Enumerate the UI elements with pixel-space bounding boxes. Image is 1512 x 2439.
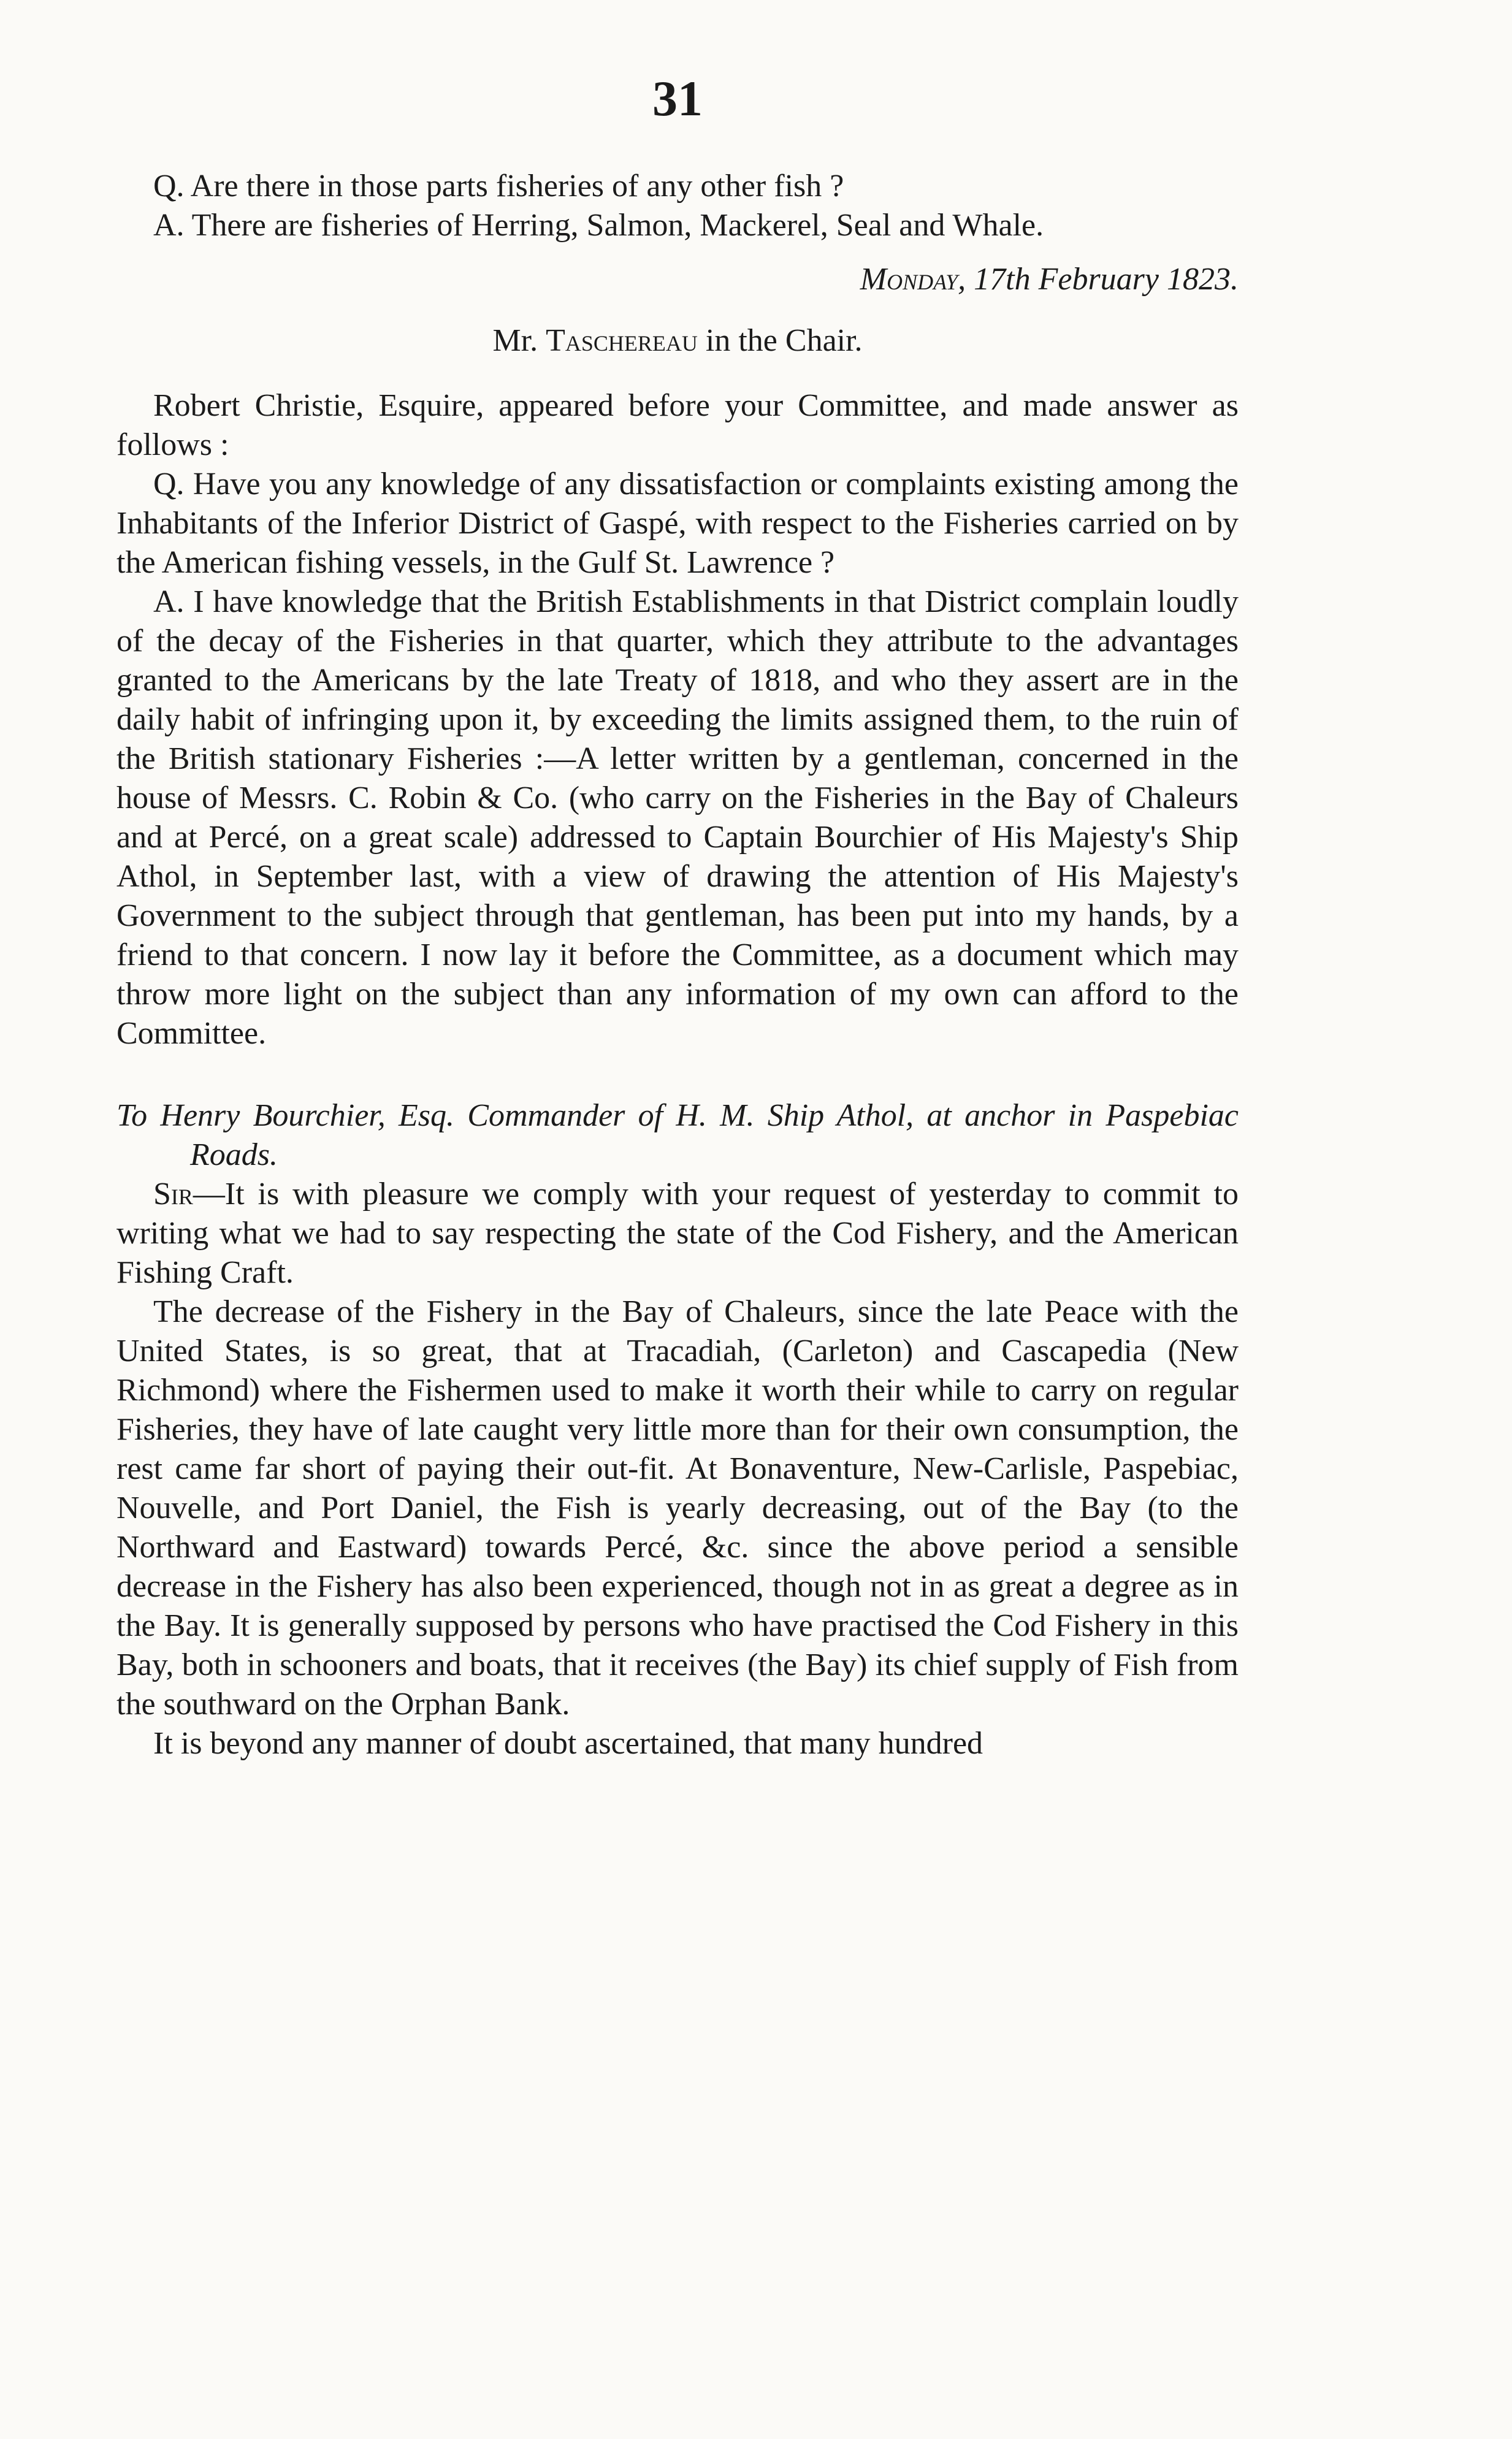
- question-2: Q. Have you any knowledge of any dissatisfaction or complaints existing among the Inhabitants of the Inferior District of Gaspé, with respect to the Fisheries carried on by the American fishing vessels, in the Gulf St. Lawrence ?: [116, 467, 1239, 580]
- date-day: Monday,: [860, 262, 966, 297]
- chair-line: [116, 321, 1239, 361]
- salutation-body: —It is with pleasure we comply with your request of yesterday to commit to writing what we had to say respecting the state of the Cod Fishery, and the American Fishing Craft.: [116, 1177, 1239, 1290]
- chair-suffix: in the Chair.: [697, 323, 863, 358]
- chair-prefix: Mr.: [492, 323, 546, 358]
- letter-paragraph-last: It is beyond any manner of doubt ascertained, that many hundred: [153, 1726, 983, 1761]
- witness-intro: Robert Christie, Esquire, appeared before your Committee, and made answer as follows :: [116, 388, 1239, 462]
- document-page: [116, 74, 1239, 2379]
- answer-2: A. I have knowledge that the British Establishments in that District complain loudly of the decay of the Fisheries in that quarter, which they attribute to the advantages granted to the Americans by the late Treaty of 1818, and who they assert are in the daily habit of infringing upon it, by exceeding the limits assigned them, to the ruin of the British stationary Fisheries :—A letter written by a gentleman, concerned in the house of Messrs. C. Robin & Co. (who carry on the Fisheries in the Bay of Chaleurs and at Percé, on a great scale) addressed to Captain Bourchier of His Majesty's Ship Athol, in September last, with a view of drawing the attention of His Majesty's Government to the subject through that gentleman, has been put into my hands, by a friend to that concern. I now lay it before the Committee, as a document which may throw more light on the subject than any information of my own can afford to the Committee.: [116, 584, 1239, 1051]
- page-number: 31: [652, 74, 703, 126]
- question-1: Q. Are there in those parts fisheries of any other fish ?: [153, 169, 844, 204]
- answer-1: A. There are fisheries of Herring, Salmon, Mackerel, Seal and Whale.: [153, 208, 1044, 243]
- date-rest: 17th February 1823.: [966, 262, 1239, 297]
- session-date: [116, 260, 1239, 299]
- letter-paragraph-decrease: The decrease of the Fishery in the Bay of Chaleurs, since the late Peace with the United States, is so great, that at Tracadiah, (Carleton) and Cascapedia (New Richmond) where the Fishermen used to make it worth their while to carry on regular Fisheries, they have of late caught very little more than for their own consumption, the rest came far short of paying their out-fit. At Bonaventure, New-Carlisle, Paspebiac, Nouvelle, and Port Daniel, the Fish is yearly decreasing, out of the Bay (to the Northward and Eastward) towards Percé, &c. since the above period a sensible decrease in the Fishery has also been experienced, though not in as great a degree as in the Bay. It is generally supposed by persons who have practised the Cod Fishery in this Bay, both in schooners and boats, that it receives (the Bay) its chief supply of Fish from the southward on the Orphan Bank.: [116, 1294, 1239, 1722]
- salutation-word: Sir: [153, 1177, 193, 1212]
- chair-name: Taschereau: [546, 323, 698, 358]
- letter-salutation: [116, 1175, 1239, 1292]
- letter-address: To Henry Bourchier, Esq. Commander of H. M. Ship Athol, at anchor in Paspebiac Roads.: [116, 1098, 1239, 1172]
